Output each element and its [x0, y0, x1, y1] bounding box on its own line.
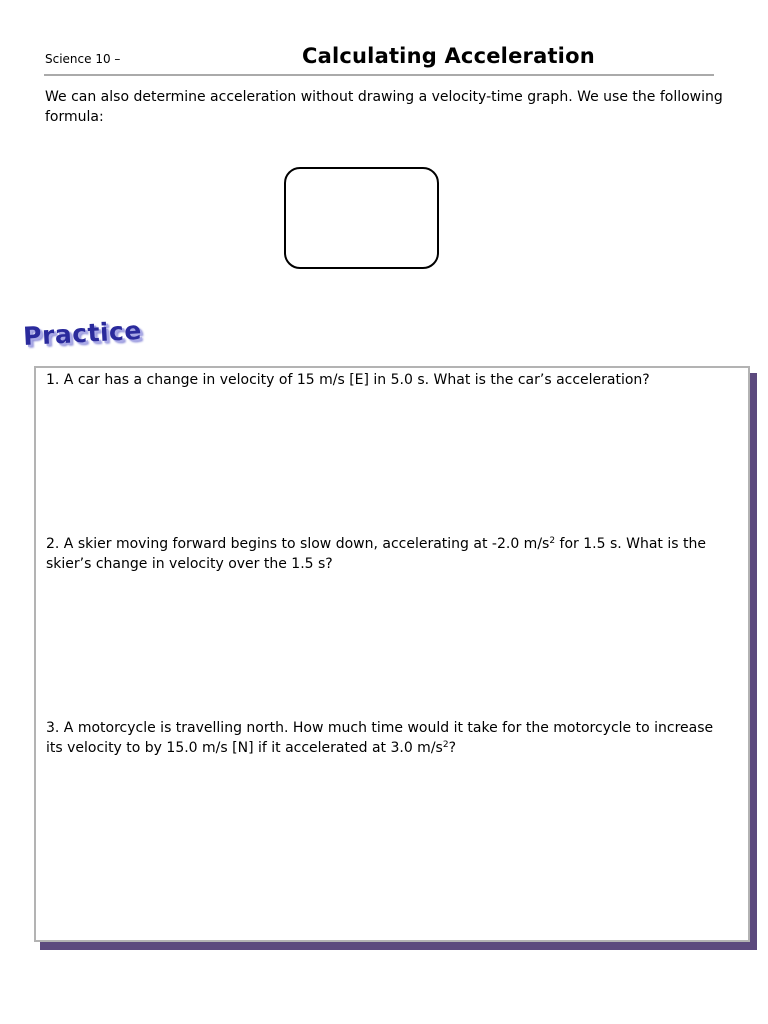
intro-paragraph: We can also determine acceleration without drawing a velocity-time graph. We use the following formula: [45, 89, 723, 125]
question-2-exponent: 2 [549, 536, 556, 546]
question-2 [46, 534, 716, 574]
question-3-text-end: ? [448, 740, 456, 756]
formula-box[interactable] [284, 167, 439, 269]
course-label: Science 10 – [45, 52, 121, 66]
practice-heading: Practice [22, 315, 143, 351]
question-3-exponent: 2 [442, 740, 449, 750]
question-3-text-start: 3. A motorcycle is travelling north. How much time would it take for the motorcycle to increase its velocity to by 15.0 m/s [N] if it accelerated at 3.0 m/s [46, 720, 714, 756]
question-2-text-start: 2. A skier moving forward begins to slow down, accelerating at -2.0 m/s [46, 536, 550, 552]
question-3 [46, 718, 716, 758]
title-divider [44, 74, 714, 76]
practice-box [34, 366, 750, 942]
question-1: 1. A car has a change in velocity of 15 m/s [E] in 5.0 s. What is the car’s acceleration? [46, 372, 650, 388]
question-2-text-end: for 1.5 s. What is the skier’s change in velocity over the 1.5 s? [46, 536, 706, 572]
page-title: Calculating Acceleration [302, 44, 595, 68]
